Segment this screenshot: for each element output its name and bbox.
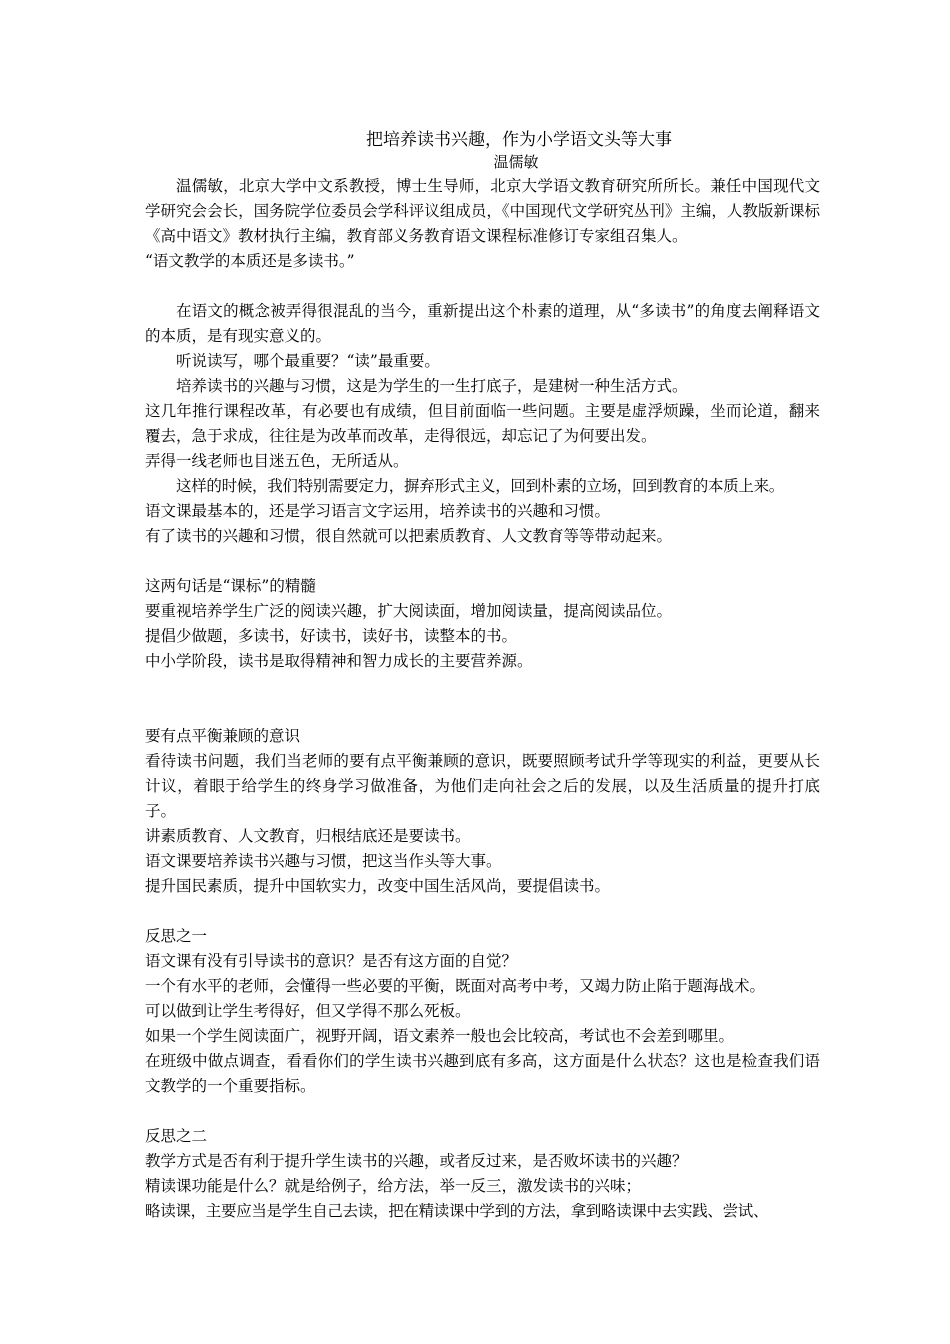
body-paragraph: 一个有水平的老师，会懂得一些必要的平衡，既面对高考中考，又竭力防止陷于题海战术。 [145,977,766,995]
body-paragraph: 这样的时候，我们特别需要定力，摒弃形式主义，回到朴素的立场，回到教育的本质上来。 [176,477,785,495]
document-body [145,174,820,1224]
body-paragraph: 中小学阶段，读书是取得精神和智力成长的主要营养源。 [145,652,533,670]
body-paragraph: 弄得一线老师也目迷五色，无所适从。 [145,452,409,470]
body-paragraph: 提升国民素质，提升中国软实力，改变中国生活风尚，要提倡读书。 [145,877,611,895]
body-paragraph: 讲素质教育、人文教育，归根结底还是要读书。 [145,827,471,845]
section-heading: 要有点平衡兼顾的意识 [145,727,301,745]
section-heading: 反思之一 [145,927,208,945]
body-paragraph: 这几年推行课程改革，有必要也有成绩，但目前面临一些问题。主要是虚浮烦躁，坐而论道，翻来覆去，急于求成，往往是为改革而改革，走得很远，却忘记了为何要出发。 [145,402,820,445]
section-heading: 反思之二 [145,1127,208,1145]
body-paragraph: 如果一个学生阅读面广，视野开阔，语文素养一般也会比较高，考试也不会差到哪里。 [145,1027,735,1045]
author-name: 温儒敏 [493,153,539,171]
body-paragraph: 语文课最基本的，还是学习语言文字运用，培养读书的兴趣和习惯。 [145,502,611,520]
body-paragraph: 提倡少做题，多读书，好读书，读好书，读整本的书。 [145,627,518,645]
body-paragraph: 在班级中做点调查，看看你们的学生读书兴趣到底有多高，这方面是什么状态？这也是检查我们语文教学的一个重要指标。 [145,1052,820,1095]
body-paragraph: 听说读写，哪个最重要？“读”最重要。 [176,352,440,370]
author-bio-paragraph: 温儒敏，北京大学中文系教授，博士生导师，北京大学语文教育研究所所长。兼任中国现代文学研究会会长，国务院学位委员会学科评议组成员，《中国现代文学研究丛刊》主编，人教版新课标《高中语文》教材执行主编，教育部义务教育语文课程标准修订专家组召集人。 [145,177,820,245]
body-paragraph: 精读课功能是什么？就是给例子，给方法，举一反三，激发读书的兴味； [145,1177,642,1195]
body-paragraph: 培养读书的兴趣与习惯，这是为学生的一生打底子，是建树一种生活方式。 [176,377,688,395]
body-paragraph: 教学方式是否有利于提升学生读书的兴趣，或者反过来，是否败坏读书的兴趣？ [145,1152,688,1170]
body-paragraph: 可以做到让学生考得好，但又学得不那么死板。 [145,1002,471,1020]
body-paragraph: 语文课要培养读书兴趣与习惯，把这当作头等大事。 [145,852,502,870]
body-paragraph: 要重视培养学生广泛的阅读兴趣，扩大阅读面，增加阅读量，提高阅读品位。 [145,602,673,620]
quote-line: “语文教学的本质还是多读书。” [145,252,355,270]
body-paragraph: 看待读书问题，我们当老师的要有点平衡兼顾的意识，既要照顾考试升学等现实的利益，更要从长计议，着眼于给学生的终身学习做准备，为他们走向社会之后的发展，以及生活质量的提升打底子。 [145,752,820,820]
body-paragraph: 有了读书的兴趣和习惯，很自然就可以把素质教育、人文教育等等带动起来。 [145,527,673,545]
section-heading: 这两句话是“课标”的精髓 [145,577,316,595]
body-paragraph: 在语文的概念被弄得很混乱的当今，重新提出这个朴素的道理，从“多读书”的角度去阐释语文的本质，是有现实意义的。 [145,302,820,345]
body-paragraph: 略读课，主要应当是学生自己去读，把在精读课中学到的方法，拿到略读课中去实践、尝试、 [145,1202,769,1220]
document-title: 把培养读书兴趣，作为小学语文头等大事 [366,130,672,150]
body-paragraph: 语文课有没有引导读书的意识？是否有这方面的自觉？ [145,952,518,970]
